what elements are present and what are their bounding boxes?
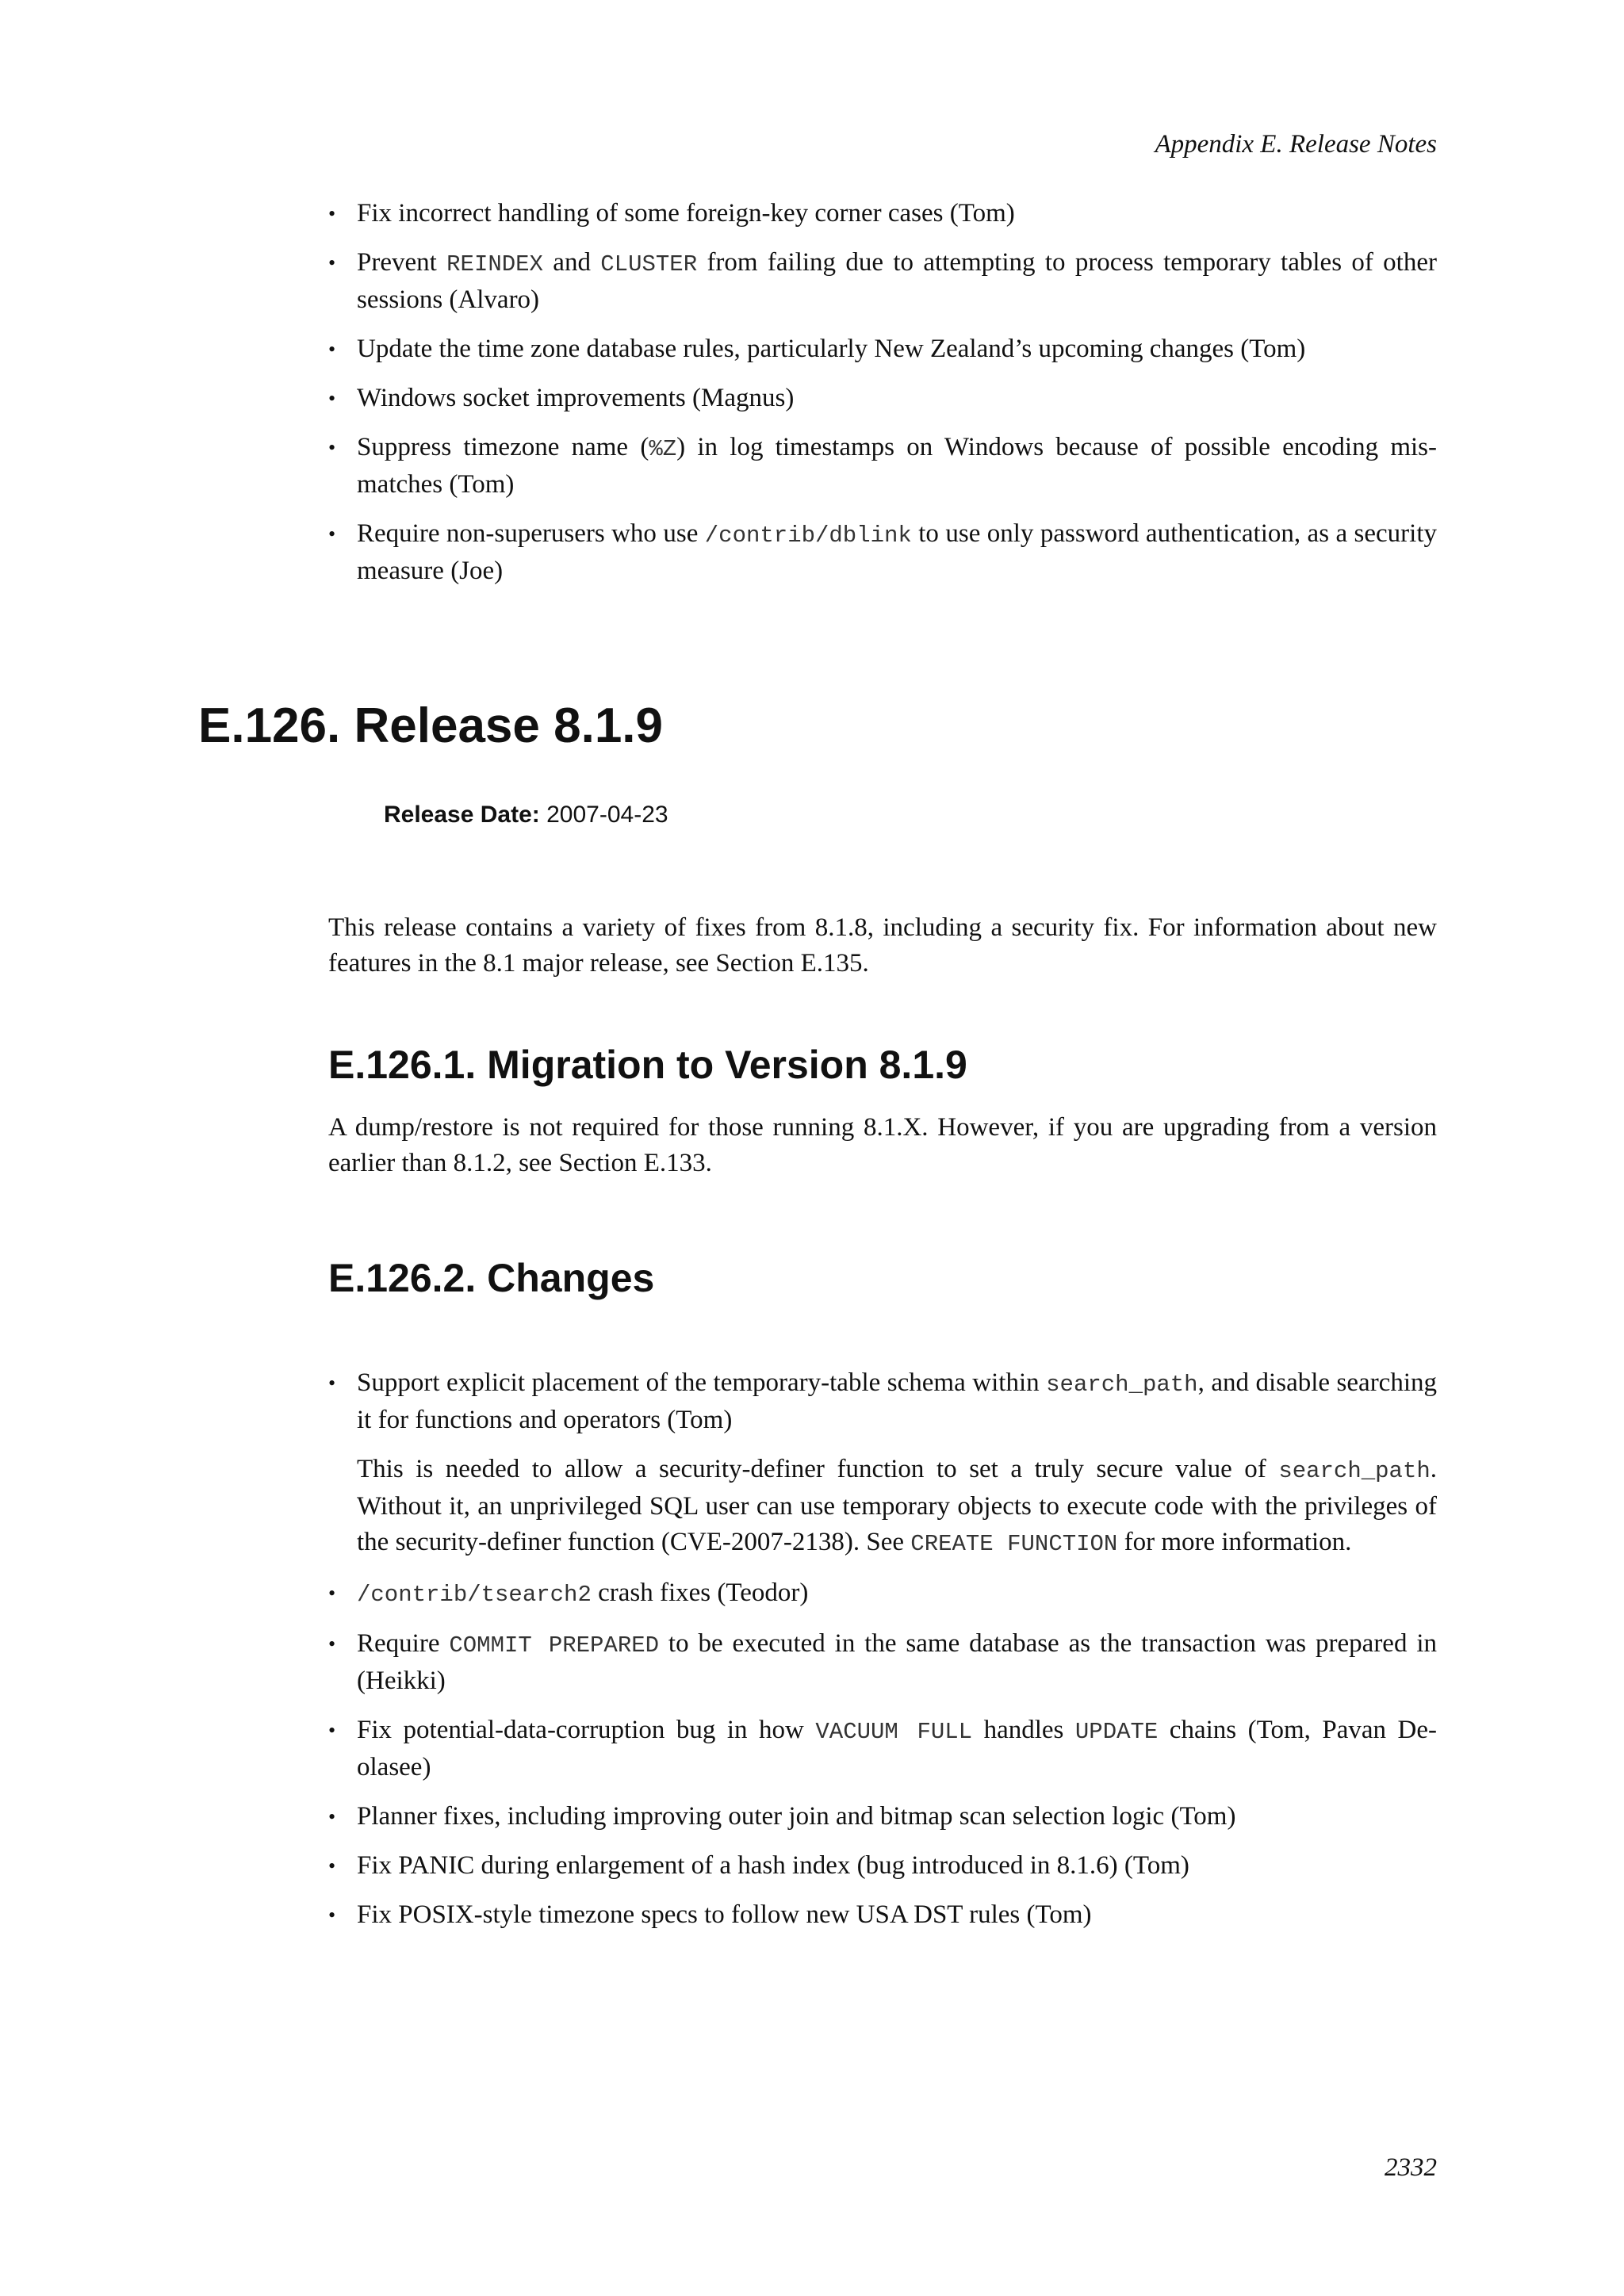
- bullet-icon: •: [328, 1582, 336, 1605]
- list-item-text: [357, 199, 1015, 228]
- list-item: [328, 516, 1437, 589]
- text-run: This is needed to allow a security-definer function to set a truly secure value of: [357, 1455, 1279, 1483]
- bullet-icon: •: [328, 1904, 336, 1927]
- list-item-text: [357, 248, 1437, 314]
- text-run: for more information.: [1117, 1528, 1352, 1556]
- text-run: , and disable searching it for functions and operators (Tom): [357, 1368, 1437, 1434]
- list-item-text: [357, 1900, 1092, 1929]
- list-item: [328, 1848, 1437, 1884]
- running-head: Appendix E. Release Notes: [1155, 130, 1437, 159]
- changes-title: E.126.2. Changes: [328, 1256, 655, 1300]
- code-literal: /contrib/dblink: [704, 522, 912, 549]
- text-run: Require non-superusers who use: [357, 519, 705, 548]
- text-run: from failing due to attempting to process temporary tables of other sessions (Alvaro): [357, 248, 1437, 314]
- text-run: ) in log timestamps on Windows because of possible encoding mis-matches (Tom): [357, 433, 1438, 499]
- text-run: Support explicit placement of the temporary-table schema within: [357, 1368, 1047, 1397]
- list-item-text: [357, 1716, 1437, 1781]
- text-run: Fix PANIC during enlargement of a hash index (bug introduced in 8.1.6) (Tom): [357, 1851, 1189, 1880]
- list-item-text: [357, 1368, 1437, 1434]
- list-item: [328, 245, 1437, 318]
- text-run: handles: [972, 1716, 1075, 1744]
- bullet-icon: •: [328, 1372, 336, 1395]
- text-run: Fix potential-data-corruption bug in how: [357, 1716, 816, 1744]
- text-run: to be executed in the same database as the transaction was prepared in (Heikki): [357, 1629, 1438, 1695]
- bullet-icon: •: [328, 1854, 336, 1877]
- text-run: Fix incorrect handling of some foreign-key corner cases (Tom): [357, 199, 1015, 228]
- release-date: [384, 799, 668, 831]
- code-literal: VACUUM FULL: [815, 1719, 973, 1745]
- code-literal: COMMIT PREPARED: [449, 1632, 660, 1659]
- list-item-note: [357, 1452, 1437, 1562]
- code-literal: REINDEX: [446, 251, 543, 277]
- bullet-icon: •: [328, 251, 336, 274]
- code-literal: UPDATE: [1074, 1719, 1159, 1745]
- text-run: Update the time zone database rules, particularly New Zealand’s upcoming changes (Tom): [357, 335, 1306, 363]
- text-run: and: [542, 248, 601, 277]
- bullet-icon: •: [328, 387, 336, 410]
- list-item: [328, 196, 1437, 232]
- changes-list: [328, 1365, 1437, 1946]
- bullet-icon: •: [328, 436, 336, 459]
- list-item-text: [357, 384, 794, 412]
- list-item: [328, 381, 1437, 416]
- text-run: Fix POSIX-style timezone specs to follow new USA DST rules (Tom): [357, 1900, 1092, 1929]
- list-item-text: [357, 433, 1437, 499]
- list-item: [328, 1626, 1437, 1699]
- list-item: [328, 1575, 1437, 1613]
- list-item: [328, 1897, 1437, 1933]
- release-date-value: 2007-04-23: [546, 802, 668, 828]
- code-literal: search_path: [1278, 1458, 1431, 1484]
- code-literal: CREATE FUNCTION: [910, 1531, 1118, 1557]
- text-run: to use only password authentication, as a security measure (Joe): [357, 519, 1437, 585]
- text-run: crash fixes (Teodor): [591, 1578, 809, 1607]
- list-item-text: [357, 1629, 1437, 1695]
- bullet-icon: •: [328, 338, 336, 361]
- list-item: [328, 1799, 1437, 1835]
- code-literal: CLUSTER: [600, 251, 698, 277]
- text-run: Prevent: [357, 248, 447, 277]
- list-item-text: [357, 1851, 1189, 1880]
- list-item: [328, 1365, 1437, 1562]
- code-literal: %Z: [649, 436, 677, 462]
- list-item-text: [357, 519, 1437, 585]
- list-item: [328, 331, 1437, 367]
- top-bullet-list: [328, 196, 1437, 603]
- text-run: Planner fixes, including improving outer join and bitmap scan selection logic (Tom): [357, 1802, 1236, 1831]
- text-run: Suppress timezone name (: [357, 433, 649, 461]
- migration-title: E.126.1. Migration to Version 8.1.9: [328, 1043, 967, 1087]
- page-number: 2332: [1385, 2153, 1437, 2182]
- code-literal: search_path: [1046, 1372, 1198, 1398]
- text-run: chains (Tom, Pavan De-olasee): [357, 1716, 1437, 1781]
- list-item-text: [357, 335, 1305, 363]
- list-item-text: [357, 1578, 808, 1607]
- bullet-icon: •: [328, 522, 336, 545]
- list-item-text: [357, 1802, 1235, 1831]
- text-run: . Without it, an unprivileged SQL user can use temporary objects to execute code with the privileges of the security-definer function (CVE-2007-2138). See: [357, 1455, 1437, 1556]
- list-item: [328, 430, 1437, 503]
- bullet-icon: •: [328, 1805, 336, 1828]
- bullet-icon: •: [328, 202, 336, 225]
- release-date-label: Release Date:: [384, 802, 540, 828]
- bullet-icon: •: [328, 1719, 336, 1742]
- section-title: E.126. Release 8.1.9: [198, 698, 664, 753]
- text-run: Windows socket improvements (Magnus): [357, 384, 795, 412]
- text-run: Require: [357, 1629, 450, 1658]
- migration-text: A dump/restore is not required for those running 8.1.X. However, if you are upgrading from a version earlier than 8.1.2, see Section E.133.: [328, 1113, 1437, 1177]
- bullet-icon: •: [328, 1632, 336, 1655]
- list-item: [328, 1712, 1437, 1785]
- code-literal: /contrib/tsearch2: [357, 1582, 592, 1608]
- section-intro: This release contains a variety of fixes from 8.1.8, including a security fix. For information about new features in the 8.1 major release, see Section E.135.: [328, 913, 1437, 978]
